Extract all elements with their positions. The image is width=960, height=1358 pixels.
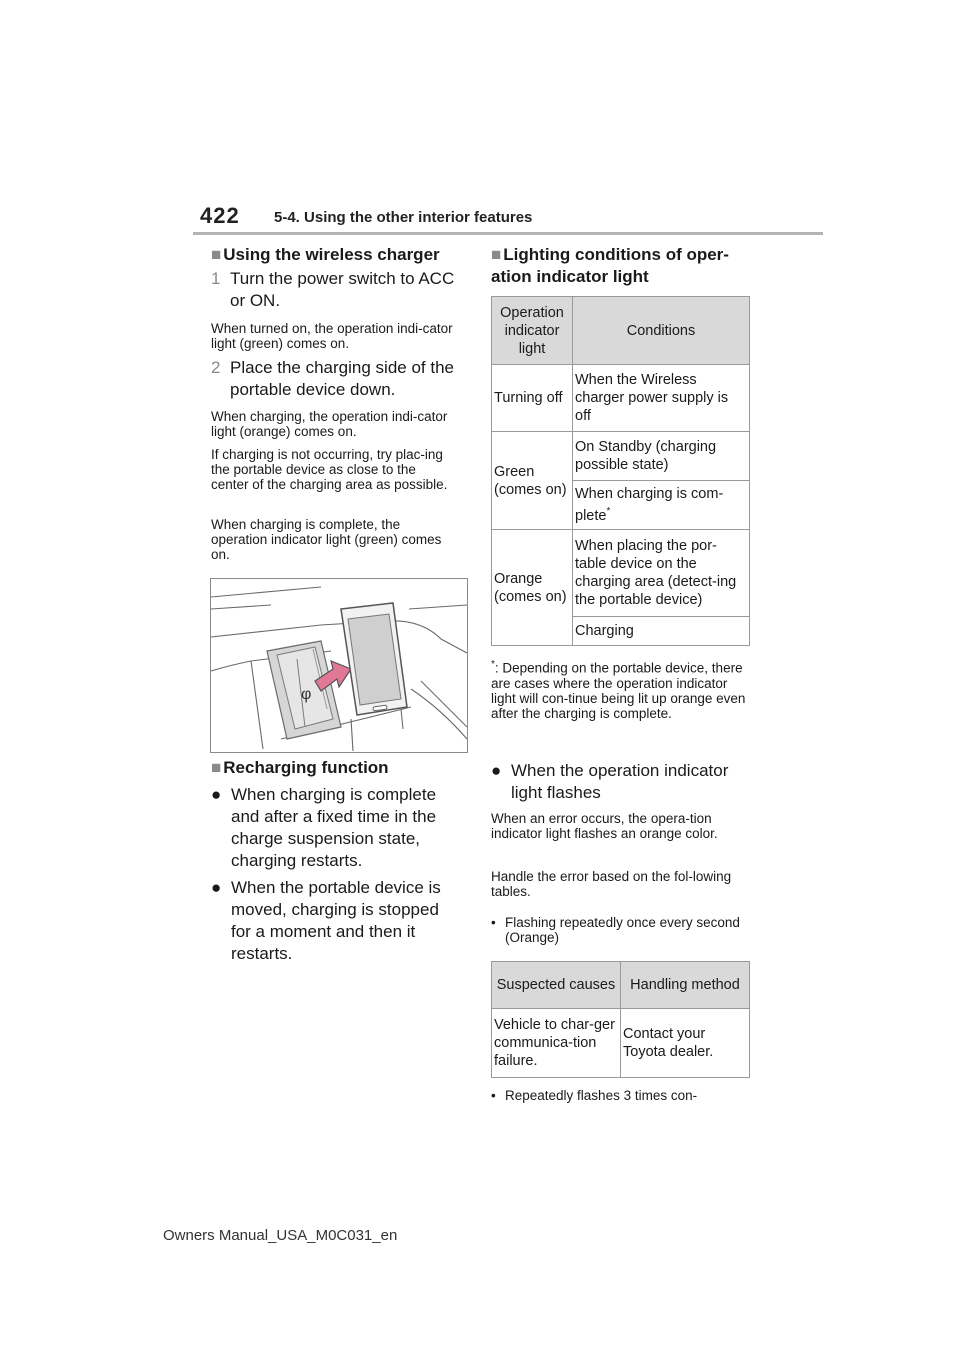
subbullet-icon: • xyxy=(491,915,496,930)
row-condition: On Standby (charging possible state) xyxy=(573,432,750,481)
header-rule xyxy=(193,232,823,235)
bullet-icon: ● xyxy=(491,761,502,780)
row-condition: When placing the por-table device on the charging area (detect-ing the portable device) xyxy=(573,530,750,617)
table-header-conditions: Conditions xyxy=(573,297,750,365)
row-label-orange: Orange (comes on) xyxy=(492,530,573,646)
cause-cell: Vehicle to char-ger communica-tion failure. xyxy=(492,1009,621,1078)
bullet-recharge-after-suspension: ● When charging is complete and after a fixed time in the charge suspension state, charging restarts. xyxy=(211,785,437,870)
row-condition: When charging is com-plete* xyxy=(573,481,750,530)
subbullet-icon: • xyxy=(491,1088,496,1103)
method-cell: Contact your Toyota dealer. xyxy=(621,1009,750,1078)
bullet-indicator-flashes: ● When the operation indicator light flashes xyxy=(491,761,729,802)
heading-using-wireless-charger: ■ Using the wireless charger xyxy=(211,245,440,264)
square-icon: ■ xyxy=(211,245,222,264)
svg-text:φ: φ xyxy=(301,686,312,703)
step-1 xyxy=(211,268,461,312)
row-condition: When the Wireless charger power supply is off xyxy=(573,365,750,432)
bullet-device-moved: ● When the portable device is moved, charging is stopped for a moment and then it restarts. xyxy=(211,878,441,963)
step-2 xyxy=(211,357,461,401)
step-text: Place the charging side of the portable device down. xyxy=(230,358,454,399)
wireless-charger-phone-icon xyxy=(211,579,467,752)
table-row xyxy=(492,432,750,481)
note-not-charging: If charging is not occurring, try plac-ing the portable device as close to the center of the charging area as possible. xyxy=(211,447,448,492)
table-header-indicator: Operation indicator light xyxy=(492,297,573,365)
table-header-row xyxy=(492,962,750,1009)
table-row xyxy=(492,530,750,617)
table-header-method: Handling method xyxy=(621,962,750,1009)
note-green-light: When turned on, the operation indi-cator light (green) comes on. xyxy=(211,321,453,351)
square-icon: ■ xyxy=(491,245,502,264)
row-label-green: Green (comes on) xyxy=(492,432,573,530)
note-orange-light: When charging, the operation indi-cator light (orange) comes on. xyxy=(211,409,448,439)
charger-illustration xyxy=(210,578,468,753)
section-title: 5-4. Using the other interior features xyxy=(274,209,533,226)
step-number: 1 xyxy=(211,269,221,288)
row-condition: Charging xyxy=(573,617,750,646)
note-error-flash: When an error occurs, the opera-tion indicator light flashes an orange color. xyxy=(491,811,718,841)
table-row xyxy=(492,365,750,432)
bullet-icon: ● xyxy=(211,785,222,804)
square-icon: ■ xyxy=(211,758,222,777)
step-number: 2 xyxy=(211,358,221,377)
bullet-icon: ● xyxy=(211,878,222,897)
lighting-conditions-table xyxy=(491,296,750,646)
table-header-causes: Suspected causes xyxy=(492,962,621,1009)
footnote: *: Depending on the portable device, there are cases where the operation indicator light will con-tinue being lit up orange even after the charging is complete. xyxy=(491,659,746,721)
note-handle-error: Handle the error based on the fol-lowing tables. xyxy=(491,869,732,899)
subbullet-flashes-3-times: • Repeatedly flashes 3 times con- xyxy=(491,1088,698,1103)
footer-manual-id: Owners Manual_USA_M0C031_en xyxy=(163,1227,398,1244)
heading-recharging-function: ■ Recharging function xyxy=(211,758,389,777)
row-label-turning-off: Turning off xyxy=(492,365,573,432)
note-charging-complete: When charging is complete, the operation indicator light (green) comes on. xyxy=(211,517,442,562)
table-header-row xyxy=(492,297,750,365)
subbullet-flashing-once: • Flashing repeatedly once every second (Orange) xyxy=(491,915,740,945)
table-row xyxy=(492,1009,750,1078)
heading-lighting-conditions: ■ Lighting conditions of oper-ation indicator light xyxy=(491,245,729,286)
step-text: Turn the power switch to ACC or ON. xyxy=(230,269,455,310)
error-handling-table xyxy=(491,961,750,1078)
page-number: 422 xyxy=(200,203,240,228)
